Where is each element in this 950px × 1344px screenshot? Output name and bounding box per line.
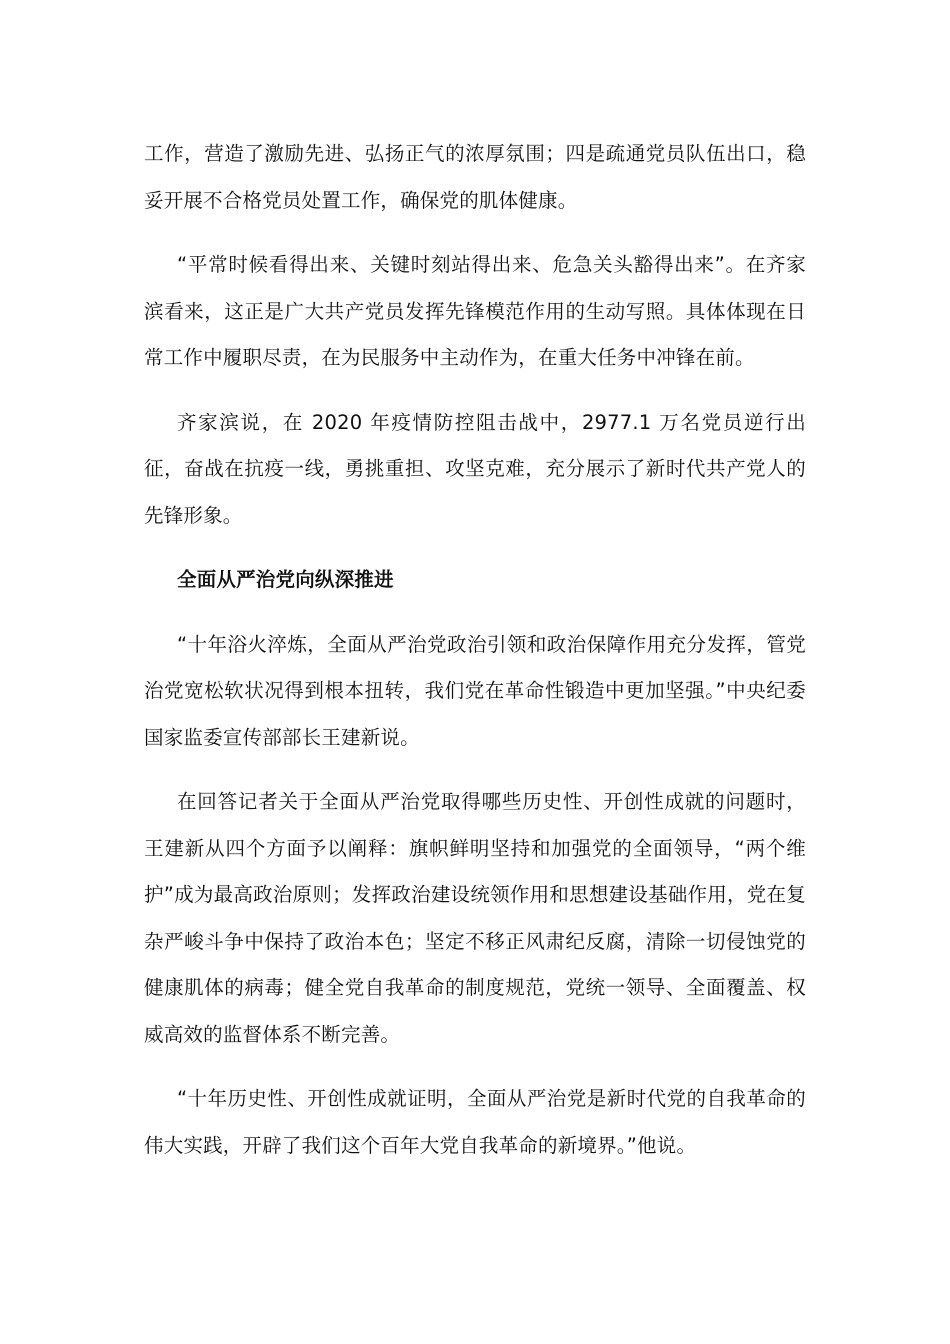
article-body bbox=[144, 131, 806, 1187]
paragraph-quote-conclusion: “十年历史性、开创性成就证明，全面从严治党是新时代党的自我革命的伟大实践，开辟了我们这个百年大党自我革命的新境界。”他说。 bbox=[144, 1087, 806, 1157]
paragraph-continuation: 工作，营造了激励先进、弘扬正气的浓厚氛围；四是疏通党员队伍出口，稳妥开展不合格党员处置工作，确保党的肌体健康。 bbox=[144, 142, 806, 212]
paragraph-quote-vanguard: “平常时候看得出来、关键时刻站得出来、危急关头豁得出来”。在齐家滨看来，这正是广大共产党员发挥先锋模范作用的生动写照。具体体现在日常工作中履职尽责，在为民服务中主动作为，在重大任务中冲锋在前。 bbox=[144, 253, 806, 369]
paragraph-pandemic: 齐家滨说，在 2020 年疫情防控阻击战中，2977.1 万名党员逆行出征，奋战在抗疫一线，勇挑重担、攻坚克难，充分展示了新时代共产党人的先锋形象。 bbox=[144, 410, 806, 527]
section-heading: 全面从严治党向纵深推进 bbox=[177, 568, 394, 591]
paragraph-four-aspects: 在回答记者关于全面从严治党取得哪些历史性、开创性成就的问题时，王建新从四个方面予以阐释：旗帜鲜明坚持和加强党的全面领导，“两个维护”成为最高政治原则；发挥政治建设统领作用和思想建设基础作用，党在复杂严峻斗争中保持了政治本色；坚定不移正风肃纪反腐，清除一切侵蚀党的健康肌体的病毒；健全党自我革命的制度规范，党统一领导、全面覆盖、权威高效的监督体系不断完善。 bbox=[144, 790, 806, 1046]
paragraph-quote-governance: “十年浴火淬炼，全面从严治党政治引领和政治保障作用充分发挥，管党治党宽松软状况得到根本扭转，我们党在革命性锻造中更加坚强。”中央纪委国家监委宣传部部长王建新说。 bbox=[144, 632, 806, 749]
